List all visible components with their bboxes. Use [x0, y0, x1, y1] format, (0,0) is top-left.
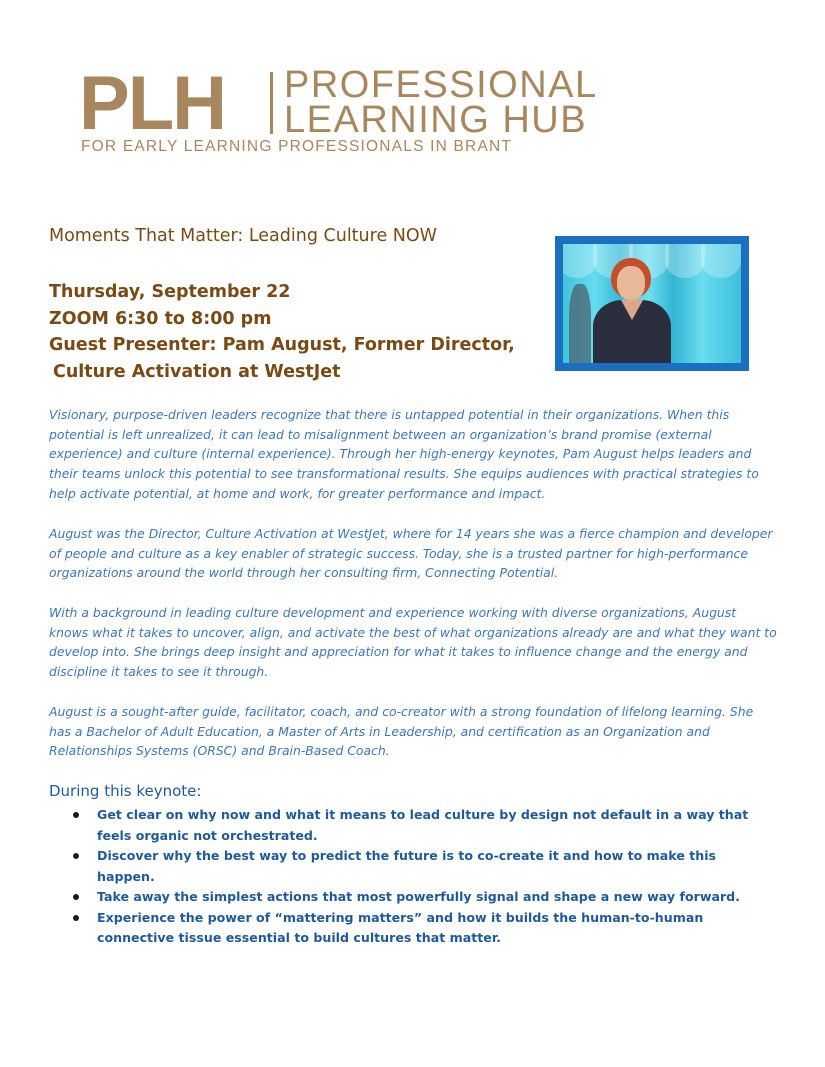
plh-logo [79, 61, 743, 158]
event-title: Moments That Matter: Leading Culture NOW [49, 226, 437, 246]
bullet-icon [73, 853, 79, 859]
event-time: ZOOM 6:30 to 8:00 pm [49, 308, 272, 329]
event-info [49, 279, 515, 385]
logo-line-1: PROFESSIONAL [284, 64, 598, 106]
event-presenter-role: Culture Activation at WestJet [53, 361, 341, 382]
list-item: Get clear on why now and what it means to lead culture by design not default in a way that feels organic not orchestrated. [70, 805, 760, 846]
person-face [617, 266, 645, 300]
list-item: Take away the simplest actions that most powerfully signal and shape a new way forward. [70, 887, 760, 908]
presenter-photo-image [563, 244, 741, 363]
keynote-list [70, 805, 760, 949]
presenter-photo [555, 236, 749, 371]
list-item: Discover why the best way to predict the future is to co-create it and how to make this happen. [70, 846, 760, 887]
logo-tagline: FOR EARLY LEARNING PROFESSIONALS IN BRANT [81, 138, 513, 155]
bio-paragraph: With a background in leading culture development and experience working with diverse organizations, August knows what it takes to uncover, align, and activate the best of what organizations already are and what they want to develop into. She brings deep insight and appreciation for what it takes to influence change and the energy and discipline it takes to see it through. [49, 605, 777, 680]
background-figure [569, 284, 591, 363]
keynote-heading: During this keynote: [49, 782, 202, 800]
bio-paragraph: Visionary, purpose-driven leaders recognize that there is untapped potential in their organizations. When this potential is left unrealized, it can lead to misalignment between an organization’s brand promise (external experience) and culture (internal experience). Through her high-energy keynotes, Pam August helps leaders and their teams unlock this potential to see transformational results. She equips audiences with practical strategies to help activate potential, at home and work, for greater performance and impact. [49, 407, 759, 501]
logo-line-2: LEARNING HUB [284, 99, 588, 141]
bullet-icon [73, 915, 79, 921]
list-item: Experience the power of “mattering matters” and how it builds the human-to-human connective tissue essential to build cultures that matter. [70, 908, 760, 949]
event-date: Thursday, September 22 [49, 282, 291, 302]
event-presenter: Guest Presenter: Pam August, Former Director, [49, 335, 515, 355]
logo-mark: PLH [79, 61, 225, 146]
logo-divider [270, 72, 273, 134]
bullet-icon [73, 894, 79, 900]
bullet-icon [73, 812, 79, 818]
bio-paragraph: August was the Director, Culture Activation at WestJet, where for 14 years she was a fierce champion and developer of people and culture as a key enabler of strategic success. Today, she is a trusted partner for high-performance organizations around the world through her consulting firm, Connecting Potential. [49, 526, 773, 581]
bio-paragraph: August is a sought-after guide, facilitator, coach, and co-creator with a strong foundation of lifelong learning. She has a Bachelor of Adult Education, a Master of Arts in Leadership, and certification as an Organization and Relationships Systems (ORSC) and Brain-Based Coach. [49, 704, 754, 759]
